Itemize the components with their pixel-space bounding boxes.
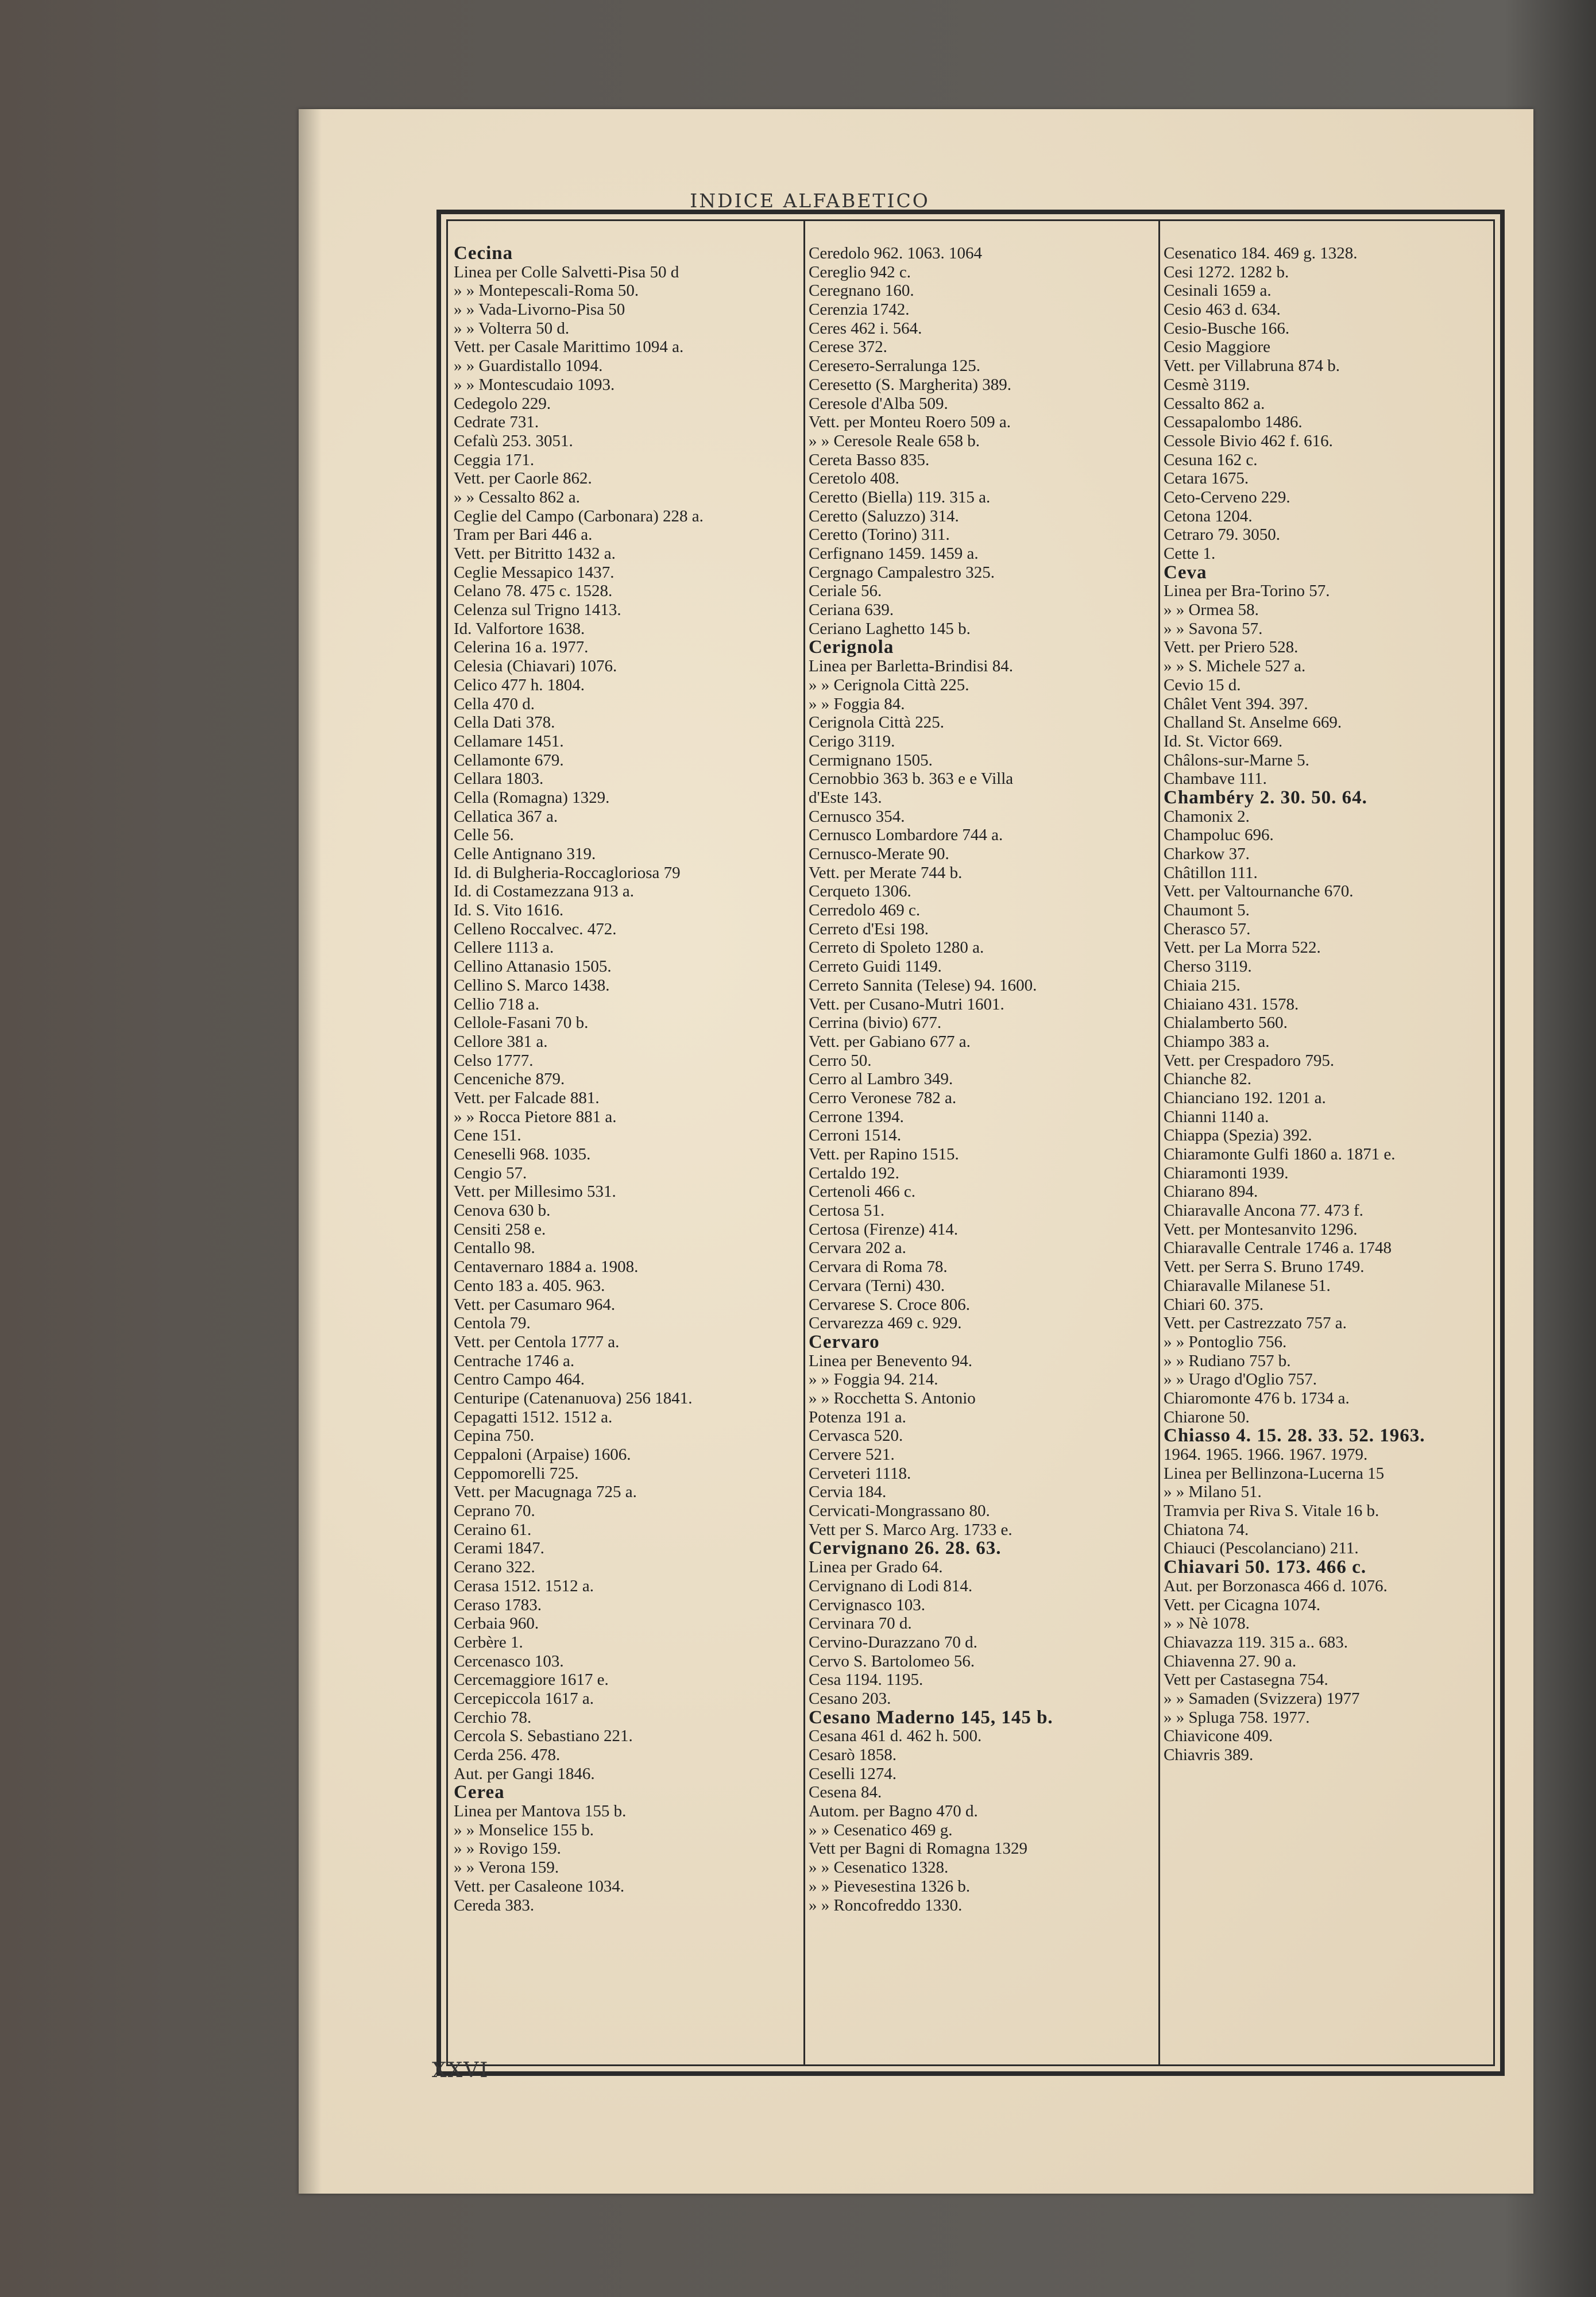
index-entry: Ceprano 70.	[454, 1502, 535, 1521]
index-entry: Cellamonte 679.	[454, 751, 564, 769]
index-entry: Tram per Bari 446 a.	[454, 525, 593, 544]
index-entry: » » Cesenatico 469 g.	[809, 1820, 953, 1839]
index-entry: Vett. per Serra S. Bruno 1749.	[1164, 1258, 1365, 1277]
index-entry: Vett. per Cicagna 1074.	[1164, 1595, 1321, 1614]
index-entry: Ceretto (Torino) 311.	[809, 525, 950, 544]
index-entry: Cervara 202 a.	[809, 1239, 906, 1258]
index-entry: Cesuna 162 c.	[1164, 450, 1258, 469]
index-entry: Cerasa 1512. 1512 a.	[454, 1576, 594, 1595]
index-entry: Centrache 1746 a.	[454, 1351, 575, 1370]
index-entry: Cesenatico 184. 469 g. 1328.	[1164, 244, 1358, 262]
index-entry: Cellara 1803.	[454, 769, 544, 788]
index-entry: Ceriana 639.	[809, 601, 894, 620]
index-entry: Cellamare 1451.	[454, 732, 564, 751]
index-entry: Cenceniche 879.	[454, 1070, 565, 1089]
index-entry: Celso 1777.	[454, 1051, 534, 1070]
index-entry: » » Ceresole Reale 658 b.	[809, 431, 980, 450]
index-column-1	[454, 244, 798, 1915]
index-entry: Vett. per Rapino 1515.	[809, 1145, 959, 1163]
index-entry: Cerredolo 469 c.	[809, 901, 921, 920]
index-entry: Vett. per Falcade 881.	[454, 1088, 600, 1107]
index-entry: Cepina 750.	[454, 1426, 535, 1445]
index-entry: Celerina 16 a. 1977.	[454, 638, 589, 657]
index-entry: Vett. per Caorle 862.	[454, 469, 592, 488]
index-entry: » » Rudiano 757 b.	[1164, 1351, 1291, 1370]
index-entry: Cerveteri 1118.	[809, 1464, 911, 1483]
index-entry: Cervignasco 103.	[809, 1595, 925, 1614]
index-entry: Ceneselli 968. 1035.	[454, 1145, 591, 1163]
index-entry: Ceselli 1274.	[809, 1764, 897, 1783]
index-entry: » » Rocchetta S. Antonio	[809, 1389, 976, 1407]
index-entry: Centallo 98.	[454, 1239, 535, 1258]
index-entry: Ceppaloni (Arpaise) 1606.	[454, 1445, 631, 1464]
index-entry: Celenza sul Trigno 1413.	[454, 601, 621, 620]
index-entry: Cerrina (bivio) 677.	[809, 1014, 942, 1033]
index-entry: Cerignola	[809, 637, 894, 658]
index-entry: Ceresole d'Alba 509.	[809, 394, 948, 413]
index-entry: Cesa 1194. 1195.	[809, 1670, 923, 1689]
index-entry: Chiaravalle Centrale 1746 a. 1748	[1164, 1239, 1392, 1258]
index-entry: Censiti 258 e.	[454, 1220, 546, 1239]
index-entry: Challand St. Anselme 669.	[1164, 713, 1342, 732]
index-entry: Ceggia 171.	[454, 450, 535, 469]
index-entry: Linea per Bra-Torino 57.	[1164, 582, 1330, 601]
index-entry: Ceregnano 160.	[809, 281, 914, 300]
index-entry: Charkow 37.	[1164, 845, 1250, 863]
index-entry: Chambéry 2. 30. 50. 64.	[1164, 787, 1367, 808]
index-entry: Celle Antignano 319.	[454, 845, 596, 863]
index-entry: Cervicati-Mongrassano 80.	[809, 1502, 990, 1521]
index-entry: Cevio 15 d.	[1164, 675, 1241, 694]
index-entry: Cerbaia 960.	[454, 1614, 539, 1633]
index-entry: Vett. per Millesimo 531.	[454, 1182, 616, 1201]
index-entry: Cergnago Campalestro 325.	[809, 563, 995, 582]
index-entry: Linea per Mantova 155 b.	[454, 1802, 627, 1821]
index-entry: Cesio-Busche 166.	[1164, 319, 1290, 338]
index-entry: Cerreto di Spoleto 1280 a.	[809, 938, 984, 957]
index-entry: Chiari 60. 375.	[1164, 1295, 1263, 1314]
index-entry: Cella (Romagna) 1329.	[454, 788, 610, 807]
index-entry: Cercemaggiore 1617 e.	[454, 1670, 609, 1689]
index-entry: Id. di Bulgheria-Roccagloriosa 79	[454, 863, 681, 882]
index-entry: Chiaravalle Milanese 51.	[1164, 1276, 1331, 1295]
index-entry: » » Verona 159.	[454, 1858, 559, 1877]
index-entry: Cerda 256. 478.	[454, 1746, 561, 1764]
index-entry: Cervara (Terni) 430.	[809, 1276, 945, 1295]
index-entry: Cengio 57.	[454, 1163, 527, 1182]
index-entry: Ceraino 61.	[454, 1520, 532, 1539]
index-entry: Celesia (Chiavari) 1076.	[454, 657, 617, 676]
index-entry: Celano 78. 475 c. 1528.	[454, 582, 613, 601]
index-entry: » » Volterra 50 d.	[454, 319, 570, 338]
index-entry: Chiaravalle Ancona 77. 473 f.	[1164, 1201, 1363, 1220]
index-entry: Cerano 322.	[454, 1558, 535, 1577]
index-entry: » » Spluga 758. 1977.	[1164, 1708, 1310, 1727]
index-entry: Cercepiccola 1617 a.	[454, 1689, 594, 1708]
index-entry: » » S. Michele 527 a.	[1164, 657, 1306, 676]
index-entry: Cette 1.	[1164, 544, 1216, 563]
index-entry: Cereglio 942 c.	[809, 262, 911, 281]
index-entry: » » Roncofreddo 1330.	[809, 1896, 963, 1915]
index-entry: Vett. per Crespadoro 795.	[1164, 1051, 1335, 1070]
index-entry: Cellere 1113 a.	[454, 938, 554, 957]
index-entry: Cesi 1272. 1282 b.	[1164, 262, 1289, 281]
index-entry: Celle 56.	[454, 826, 514, 845]
index-entry: Cesinali 1659 a.	[1164, 281, 1272, 300]
index-entry: Cella Dati 378.	[454, 713, 555, 732]
index-entry: Cerese 372.	[809, 338, 887, 357]
index-entry: Cesio 463 d. 634.	[1164, 300, 1281, 319]
index-entry: Chaumont 5.	[1164, 901, 1250, 920]
index-entry: Cerreto Sannita (Telese) 94. 1600.	[809, 976, 1037, 995]
index-entry: Ceglie del Campo (Carbonara) 228 a.	[454, 506, 704, 525]
index-entry: Cerro Veronese 782 a.	[809, 1088, 957, 1107]
index-entry: Centuripe (Catenanuova) 256 1841.	[454, 1389, 693, 1407]
index-entry: 1964. 1965. 1966. 1967. 1979.	[1164, 1445, 1368, 1464]
index-entry: » » Urago d'Oglio 757.	[1164, 1370, 1317, 1389]
index-entry: Cellore 381 a.	[454, 1032, 548, 1051]
index-entry: Linea per Bellinzona-Lucerna 15	[1164, 1464, 1385, 1483]
index-entry: Chianciano 192. 1201 a.	[1164, 1088, 1326, 1107]
index-entry: Cernobbio 363 b. 363 e e Villa	[809, 769, 1014, 788]
index-entry: Aut. per Borzonasca 466 d. 1076.	[1164, 1576, 1388, 1595]
index-entry: Chiaiano 431. 1578.	[1164, 995, 1299, 1014]
index-entry: Ceto-Cerveno 229.	[1164, 488, 1290, 506]
index-entry: Chiasso 4. 15. 28. 33. 52. 1963.	[1164, 1425, 1425, 1447]
index-entry: Cervino-Durazzano 70 d.	[809, 1633, 977, 1652]
index-entry: » » Pievesestina 1326 b.	[809, 1877, 971, 1896]
index-entry: Vett. per La Morra 522.	[1164, 938, 1321, 957]
index-entry: Ceglie Messapico 1437.	[454, 563, 615, 582]
index-entry: Cessapalombo 1486.	[1164, 413, 1303, 432]
index-entry: Cerbère 1.	[454, 1633, 523, 1652]
index-entry: Cerroni 1514.	[809, 1126, 902, 1145]
index-entry: Cesano Maderno 145, 145 b.	[809, 1707, 1053, 1728]
index-entry: Cecina	[454, 243, 513, 264]
index-entry: Id. S. Vito 1616.	[454, 901, 564, 920]
index-entry: Tramvia per Riva S. Vitale 16 b.	[1164, 1502, 1379, 1521]
index-entry: Chialamberto 560.	[1164, 1014, 1288, 1033]
index-entry: Vett. per Merate 744 b.	[809, 863, 963, 882]
index-entry: Châlet Vent 394. 397.	[1164, 694, 1308, 713]
index-entry: Cermignano 1505.	[809, 751, 933, 769]
index-entry: Cepagatti 1512. 1512 a.	[454, 1407, 613, 1426]
index-entry: Ceretto (Biella) 119. 315 a.	[809, 488, 991, 506]
index-entry: Ceriale 56.	[809, 582, 882, 601]
index-entry: Cervaro	[809, 1331, 880, 1352]
index-entry: Chiavicone 409.	[1164, 1727, 1273, 1746]
index-entry: Cervasca 520.	[809, 1426, 903, 1445]
index-entry: Vett. per Cusano-Mutri 1601.	[809, 995, 1004, 1014]
index-entry: Cervignano 26. 28. 63.	[809, 1538, 1002, 1559]
index-entry: » » Milano 51.	[1164, 1483, 1262, 1502]
index-entry: Cerea	[454, 1782, 505, 1803]
index-entry: Cerro 50.	[809, 1051, 872, 1070]
index-entry: Cervinara 70 d.	[809, 1614, 912, 1633]
index-entry: Cesana 461 d. 462 h. 500.	[809, 1727, 982, 1746]
index-entry: Cerignola Città 225.	[809, 713, 944, 732]
column-rule-1	[803, 219, 805, 2066]
page-number: XXVI	[432, 2059, 489, 2082]
index-entry: Cervia 184.	[809, 1483, 887, 1502]
index-entry: Cereda 383.	[454, 1896, 535, 1915]
index-entry: Cefalù 253. 3051.	[454, 431, 573, 450]
index-entry: Cetara 1675.	[1164, 469, 1249, 488]
index-entry: Cercenasco 103.	[454, 1652, 564, 1670]
index-entry: Chiappa (Spezia) 392.	[1164, 1126, 1312, 1145]
index-entry: Aut. per Gangi 1846.	[454, 1764, 595, 1783]
index-entry: Cervignano di Lodi 814.	[809, 1576, 973, 1595]
index-entry: Chiarano 894.	[1164, 1182, 1258, 1201]
index-entry: Cessole Bivio 462 f. 616.	[1164, 431, 1333, 450]
index-entry: » » Guardistallo 1094.	[454, 357, 603, 376]
index-entry: Cerro al Lambro 349.	[809, 1070, 953, 1089]
index-entry: » » Rocca Pietore 881 a.	[454, 1107, 617, 1126]
index-entry: Ceriano Laghetto 145 b.	[809, 619, 971, 638]
index-entry: Cellole-Fasani 70 b.	[454, 1014, 589, 1033]
index-entry: Chamonix 2.	[1164, 807, 1250, 826]
index-entry: Cedegolo 229.	[454, 394, 551, 413]
index-entry: Ceredolo 962. 1063. 1064	[809, 244, 983, 262]
index-entry: Id. St. Victor 669.	[1164, 732, 1283, 751]
index-entry: Cella 470 d.	[454, 694, 535, 713]
index-entry: Vett. per Monteu Roero 509 a.	[809, 413, 1011, 432]
index-entry: Vett. per Castrezzato 757 a.	[1164, 1314, 1347, 1333]
index-entry: Cervara di Roma 78.	[809, 1258, 948, 1277]
index-entry: » » Samaden (Svizzera) 1977	[1164, 1689, 1360, 1708]
binding-gutter-shadow	[299, 109, 322, 2194]
index-entry: Certosa (Firenze) 414.	[809, 1220, 959, 1239]
index-entry: Vett per S. Marco Arg. 1733 e.	[809, 1520, 1013, 1539]
index-entry: Chiavari 50. 173. 466 c.	[1164, 1557, 1367, 1578]
index-entry: Centavernaro 1884 a. 1908.	[454, 1258, 639, 1277]
index-entry: Vett. per Gabiano 677 a.	[809, 1032, 971, 1051]
index-entry: » » Pontoglio 756.	[1164, 1332, 1287, 1351]
index-entry: Chiaramonte Gulfi 1860 a. 1871 e.	[1164, 1145, 1396, 1163]
index-entry: Cereta Basso 835.	[809, 450, 930, 469]
index-entry: Celleno Roccalvec. 472.	[454, 919, 617, 938]
index-entry: Cerreto Guidi 1149.	[809, 957, 942, 976]
index-entry: Cherasco 57.	[1164, 919, 1251, 938]
index-entry: » » Cerignola Città 225.	[809, 675, 969, 694]
index-entry: Vett. per Casaleone 1034.	[454, 1877, 625, 1896]
index-entry: Cesmè 3119.	[1164, 375, 1250, 394]
index-entry: d'Este 143.	[809, 788, 882, 807]
index-entry: Cene 151.	[454, 1126, 521, 1145]
index-entry: Cherso 3119.	[1164, 957, 1252, 976]
index-entry: Cerrone 1394.	[809, 1107, 904, 1126]
index-entry: Certenoli 466 c.	[809, 1182, 916, 1201]
index-entry: Vett. per Macugnaga 725 a.	[454, 1483, 637, 1502]
index-column-2	[809, 244, 1153, 1915]
index-entry: Id. Valfortore 1638.	[454, 619, 585, 638]
index-entry: Linea per Grado 64.	[809, 1558, 943, 1577]
index-entry: Certaldo 192.	[809, 1163, 899, 1182]
index-entry: Châtillon 111.	[1164, 863, 1258, 882]
index-entry: Vett per Castasegna 754.	[1164, 1670, 1328, 1689]
index-entry: Celico 477 h. 1804.	[454, 675, 585, 694]
index-entry: Cerfignano 1459. 1459 a.	[809, 544, 979, 563]
index-entry: Cetraro 79. 3050.	[1164, 525, 1280, 544]
index-entry: » » Nè 1078.	[1164, 1614, 1250, 1633]
index-entry: Cesarò 1858.	[809, 1746, 897, 1764]
index-entry: Cenova 630 b.	[454, 1201, 551, 1220]
column-rule-2	[1158, 219, 1160, 2066]
index-entry: Chianni 1140 a.	[1164, 1107, 1269, 1126]
index-entry: Chiauci (Pescolanciano) 211.	[1164, 1539, 1359, 1558]
index-entry: » » Montescudaio 1093.	[454, 375, 615, 394]
index-entry: Cellino Attanasio 1505.	[454, 957, 612, 976]
index-entry: Vett. per Centola 1777 a.	[454, 1332, 620, 1351]
index-entry: » » Ormea 58.	[1164, 601, 1259, 620]
index-entry: Cervere 521.	[809, 1445, 895, 1464]
index-entry: Cerchio 78.	[454, 1708, 532, 1727]
index-entry: » » Rovigo 159.	[454, 1839, 561, 1858]
index-entry: Cernusco Lombardore 744 a.	[809, 826, 1003, 845]
index-entry: Chiavazza 119. 315 a.. 683.	[1164, 1633, 1348, 1652]
index-entry: Linea per Barletta-Brindisi 84.	[809, 657, 1013, 676]
index-entry: Vett. per Casumaro 964.	[454, 1295, 616, 1314]
index-entry: Cerqueto 1306.	[809, 882, 911, 901]
index-entry: Centola 79.	[454, 1314, 531, 1333]
index-entry: Vett per Bagni di Romagna 1329	[809, 1839, 1027, 1858]
index-entry: Cerreto d'Esi 198.	[809, 919, 929, 938]
index-entry: » » Vada-Livorno-Pisa 50	[454, 300, 625, 319]
index-entry: Cellatica 367 a.	[454, 807, 558, 826]
index-entry: Cessalto 862 a.	[1164, 394, 1265, 413]
index-entry: Chambave 111.	[1164, 769, 1267, 788]
index-entry: Chiavenna 27. 90 a.	[1164, 1652, 1297, 1670]
index-entry: » » Savona 57.	[1164, 619, 1263, 638]
index-entry: Ceretto (Saluzzo) 314.	[809, 506, 959, 525]
index-entry: » » Monselice 155 b.	[454, 1820, 594, 1839]
index-entry: » » Cesenatico 1328.	[809, 1858, 949, 1877]
index-entry: Cervarese S. Croce 806.	[809, 1295, 971, 1314]
index-entry: Ceres 462 i. 564.	[809, 319, 922, 338]
index-entry: Certosa 51.	[809, 1201, 885, 1220]
index-entry: Ceppomorelli 725.	[454, 1464, 579, 1483]
index-entry: Id. di Costamezzana 913 a.	[454, 882, 635, 901]
index-entry: Linea per Benevento 94.	[809, 1351, 973, 1370]
index-entry: Chiatona 74.	[1164, 1520, 1249, 1539]
index-column-3	[1164, 244, 1497, 1765]
index-entry: Cesena 84.	[809, 1783, 882, 1802]
index-entry: Cesio Maggiore	[1164, 338, 1271, 357]
running-head: INDICE ALFABETICO	[690, 190, 930, 212]
index-entry: Ceresето-Serralunga 125.	[809, 357, 980, 376]
index-entry: Autom. per Bagno 470 d.	[809, 1802, 978, 1821]
index-entry: Cerenzia 1742.	[809, 300, 910, 319]
index-entry: Ceresetto (S. Margherita) 389.	[809, 375, 1012, 394]
index-entry: » » Montepescali-Roma 50.	[454, 281, 639, 300]
index-entry: Cernusco 354.	[809, 807, 905, 826]
index-entry: Champoluc 696.	[1164, 826, 1274, 845]
index-entry: Vett. per Villabruna 874 b.	[1164, 357, 1340, 376]
index-entry: Centro Campo 464.	[454, 1370, 585, 1389]
index-entry: Chiarone 50.	[1164, 1407, 1250, 1426]
index-entry: Chiampo 383 a.	[1164, 1032, 1270, 1051]
index-entry: Vett. per Bitritto 1432 a.	[454, 544, 616, 563]
index-entry: Vett. per Montesanvito 1296.	[1164, 1220, 1358, 1239]
index-entry: Vett. per Valtournanche 670.	[1164, 882, 1354, 901]
index-entry: Cento 183 a. 405. 963.	[454, 1276, 605, 1295]
index-entry: Cercola S. Sebastiano 221.	[454, 1727, 633, 1746]
index-entry: Cernusco-Merate 90.	[809, 845, 949, 863]
index-entry: Potenza 191 a.	[809, 1407, 906, 1426]
index-entry: Chiavris 389.	[1164, 1746, 1254, 1764]
index-entry: Chiaromonte 476 b. 1734 a.	[1164, 1389, 1350, 1407]
index-entry: Cellio 718 a.	[454, 995, 540, 1014]
index-entry: Vett. per Priero 528.	[1164, 638, 1299, 657]
index-entry: » » Foggia 94. 214.	[809, 1370, 938, 1389]
index-entry: Ceretolo 408.	[809, 469, 899, 488]
index-entry: » » Cessalto 862 a.	[454, 488, 580, 506]
index-entry: Cervarezza 469 c. 929.	[809, 1314, 962, 1333]
index-entry: Cellino S. Marco 1438.	[454, 976, 610, 995]
index-entry: Cetona 1204.	[1164, 506, 1253, 525]
index-entry: Vett. per Casale Marittimo 1094 a.	[454, 338, 684, 357]
index-entry: Cerami 1847.	[454, 1539, 544, 1558]
index-entry: Chianche 82.	[1164, 1070, 1252, 1089]
index-entry: Cedrate 731.	[454, 413, 539, 432]
index-entry: Ceraso 1783.	[454, 1595, 542, 1614]
index-entry: Chiaia 215.	[1164, 976, 1241, 995]
index-entry: » » Foggia 84.	[809, 694, 905, 713]
index-entry: Ceva	[1164, 562, 1207, 583]
index-entry: Chiaramonti 1939.	[1164, 1163, 1289, 1182]
index-entry: Cesano 203.	[809, 1689, 891, 1708]
index-entry: Linea per Colle Salvetti-Pisa 50 d	[454, 262, 679, 281]
index-entry: Cerigo 3119.	[809, 732, 895, 751]
index-entry: Châlons-sur-Marne 5.	[1164, 751, 1309, 769]
index-entry: Cervo S. Bartolomeo 56.	[809, 1652, 975, 1670]
